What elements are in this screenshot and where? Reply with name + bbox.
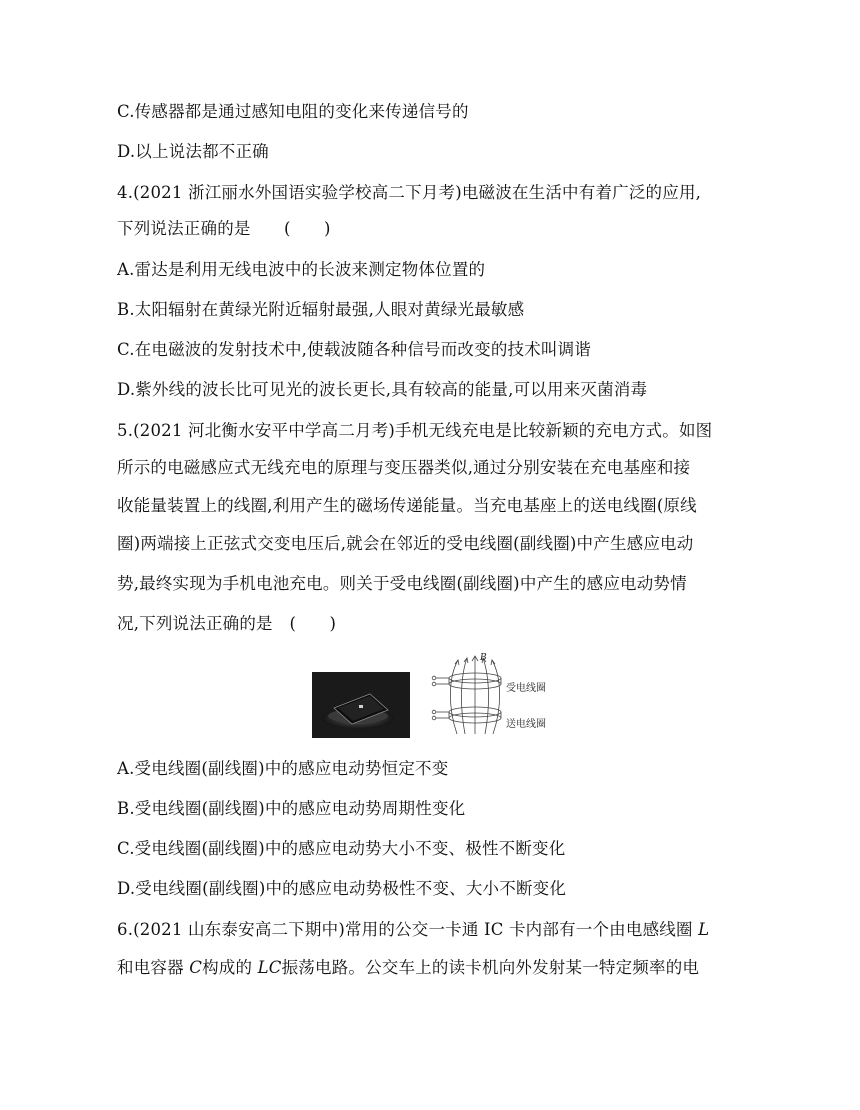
q3-option-c: C.传感器都是通过感知电阻的变化来传递信号的 xyxy=(117,102,469,121)
q5-option-b: B.受电线圈(副线圈)中的感应电动势周期性变化 xyxy=(117,799,466,818)
q6-stem-line2 xyxy=(117,956,699,980)
phone-on-charger-photo xyxy=(312,672,410,738)
q4-stem-line2: 下列说法正确的是 ( ) xyxy=(117,219,331,238)
q4-stem-line1: 4.(2021 浙江丽水外国语实验学校高二下月考)电磁波在生活中有着广泛的应用, xyxy=(117,183,702,202)
receiver-coil-label: 受电线圈 xyxy=(506,683,546,694)
sender-coil-label: 送电线圈 xyxy=(506,719,546,730)
capacitor-symbol-c: C xyxy=(189,958,203,977)
wireless-charging-figure xyxy=(312,648,602,738)
q4-option-a: A.雷达是利用无线电波中的长波来测定物体位置的 xyxy=(117,260,486,279)
q4-option-c: C.在电磁波的发射技术中,使载波随各种信号而改变的技术叫调谐 xyxy=(117,340,592,359)
q6-stem-line1 xyxy=(117,918,709,942)
q6-line2-text-b: 构成的 xyxy=(202,958,258,977)
q5-option-c: C.受电线圈(副线圈)中的感应电动势大小不变、极性不断变化 xyxy=(117,839,566,858)
q3-option-d: D.以上说法都不正确 xyxy=(117,142,269,161)
q5-stem-line2: 所示的电磁感应式无线充电的原理与变压器类似,通过分别安装在充电基座和接 xyxy=(117,458,691,477)
q4-option-d: D.紫外线的波长比可见光的波长更长,具有较高的能量,可以用来灭菌消毒 xyxy=(117,380,648,399)
q5-stem-line6: 况,下列说法正确的是 ( ) xyxy=(117,614,337,633)
q5-stem-line3: 收能量装置上的线圈,利用产生的磁场传递能量。当充电基座上的送电线圈(原线 xyxy=(117,496,697,515)
inductor-symbol-l: L xyxy=(698,920,710,939)
q5-option-a: A.受电线圈(副线圈)中的感应电动势恒定不变 xyxy=(117,759,449,778)
q5-stem-line1: 5.(2021 河北衡水安平中学高二月考)手机无线充电是比较新颖的充电方式。如图 xyxy=(117,421,713,440)
q6-line2-text-a: 和电容器 xyxy=(117,958,190,977)
q6-line2-text-c: 振荡电路。公交车上的读卡机向外发射某一特定频率的电 xyxy=(281,958,700,977)
q4-option-b: B.太阳辐射在黄绿光附近辐射最强,人眼对黄绿光最敏感 xyxy=(117,300,525,319)
lc-symbol: LC xyxy=(257,958,282,977)
q5-stem-line5: 势,最终实现为手机电池充电。则关于受电线圈(副线圈)中产生的感应电动势情 xyxy=(117,574,687,593)
q5-stem-line4: 圈)两端接上正弦式交变电压后,就会在邻近的受电线圈(副线圈)中产生感应电动 xyxy=(117,534,694,553)
field-label-b: B xyxy=(480,653,487,663)
q5-option-d: D.受电线圈(副线圈)中的感应电动势极性不变、大小不断变化 xyxy=(117,879,567,898)
q6-line1-text: 6.(2021 山东泰安高二下期中)常用的公交一卡通 IC 卡内部有一个由电感线圈 xyxy=(117,920,699,939)
